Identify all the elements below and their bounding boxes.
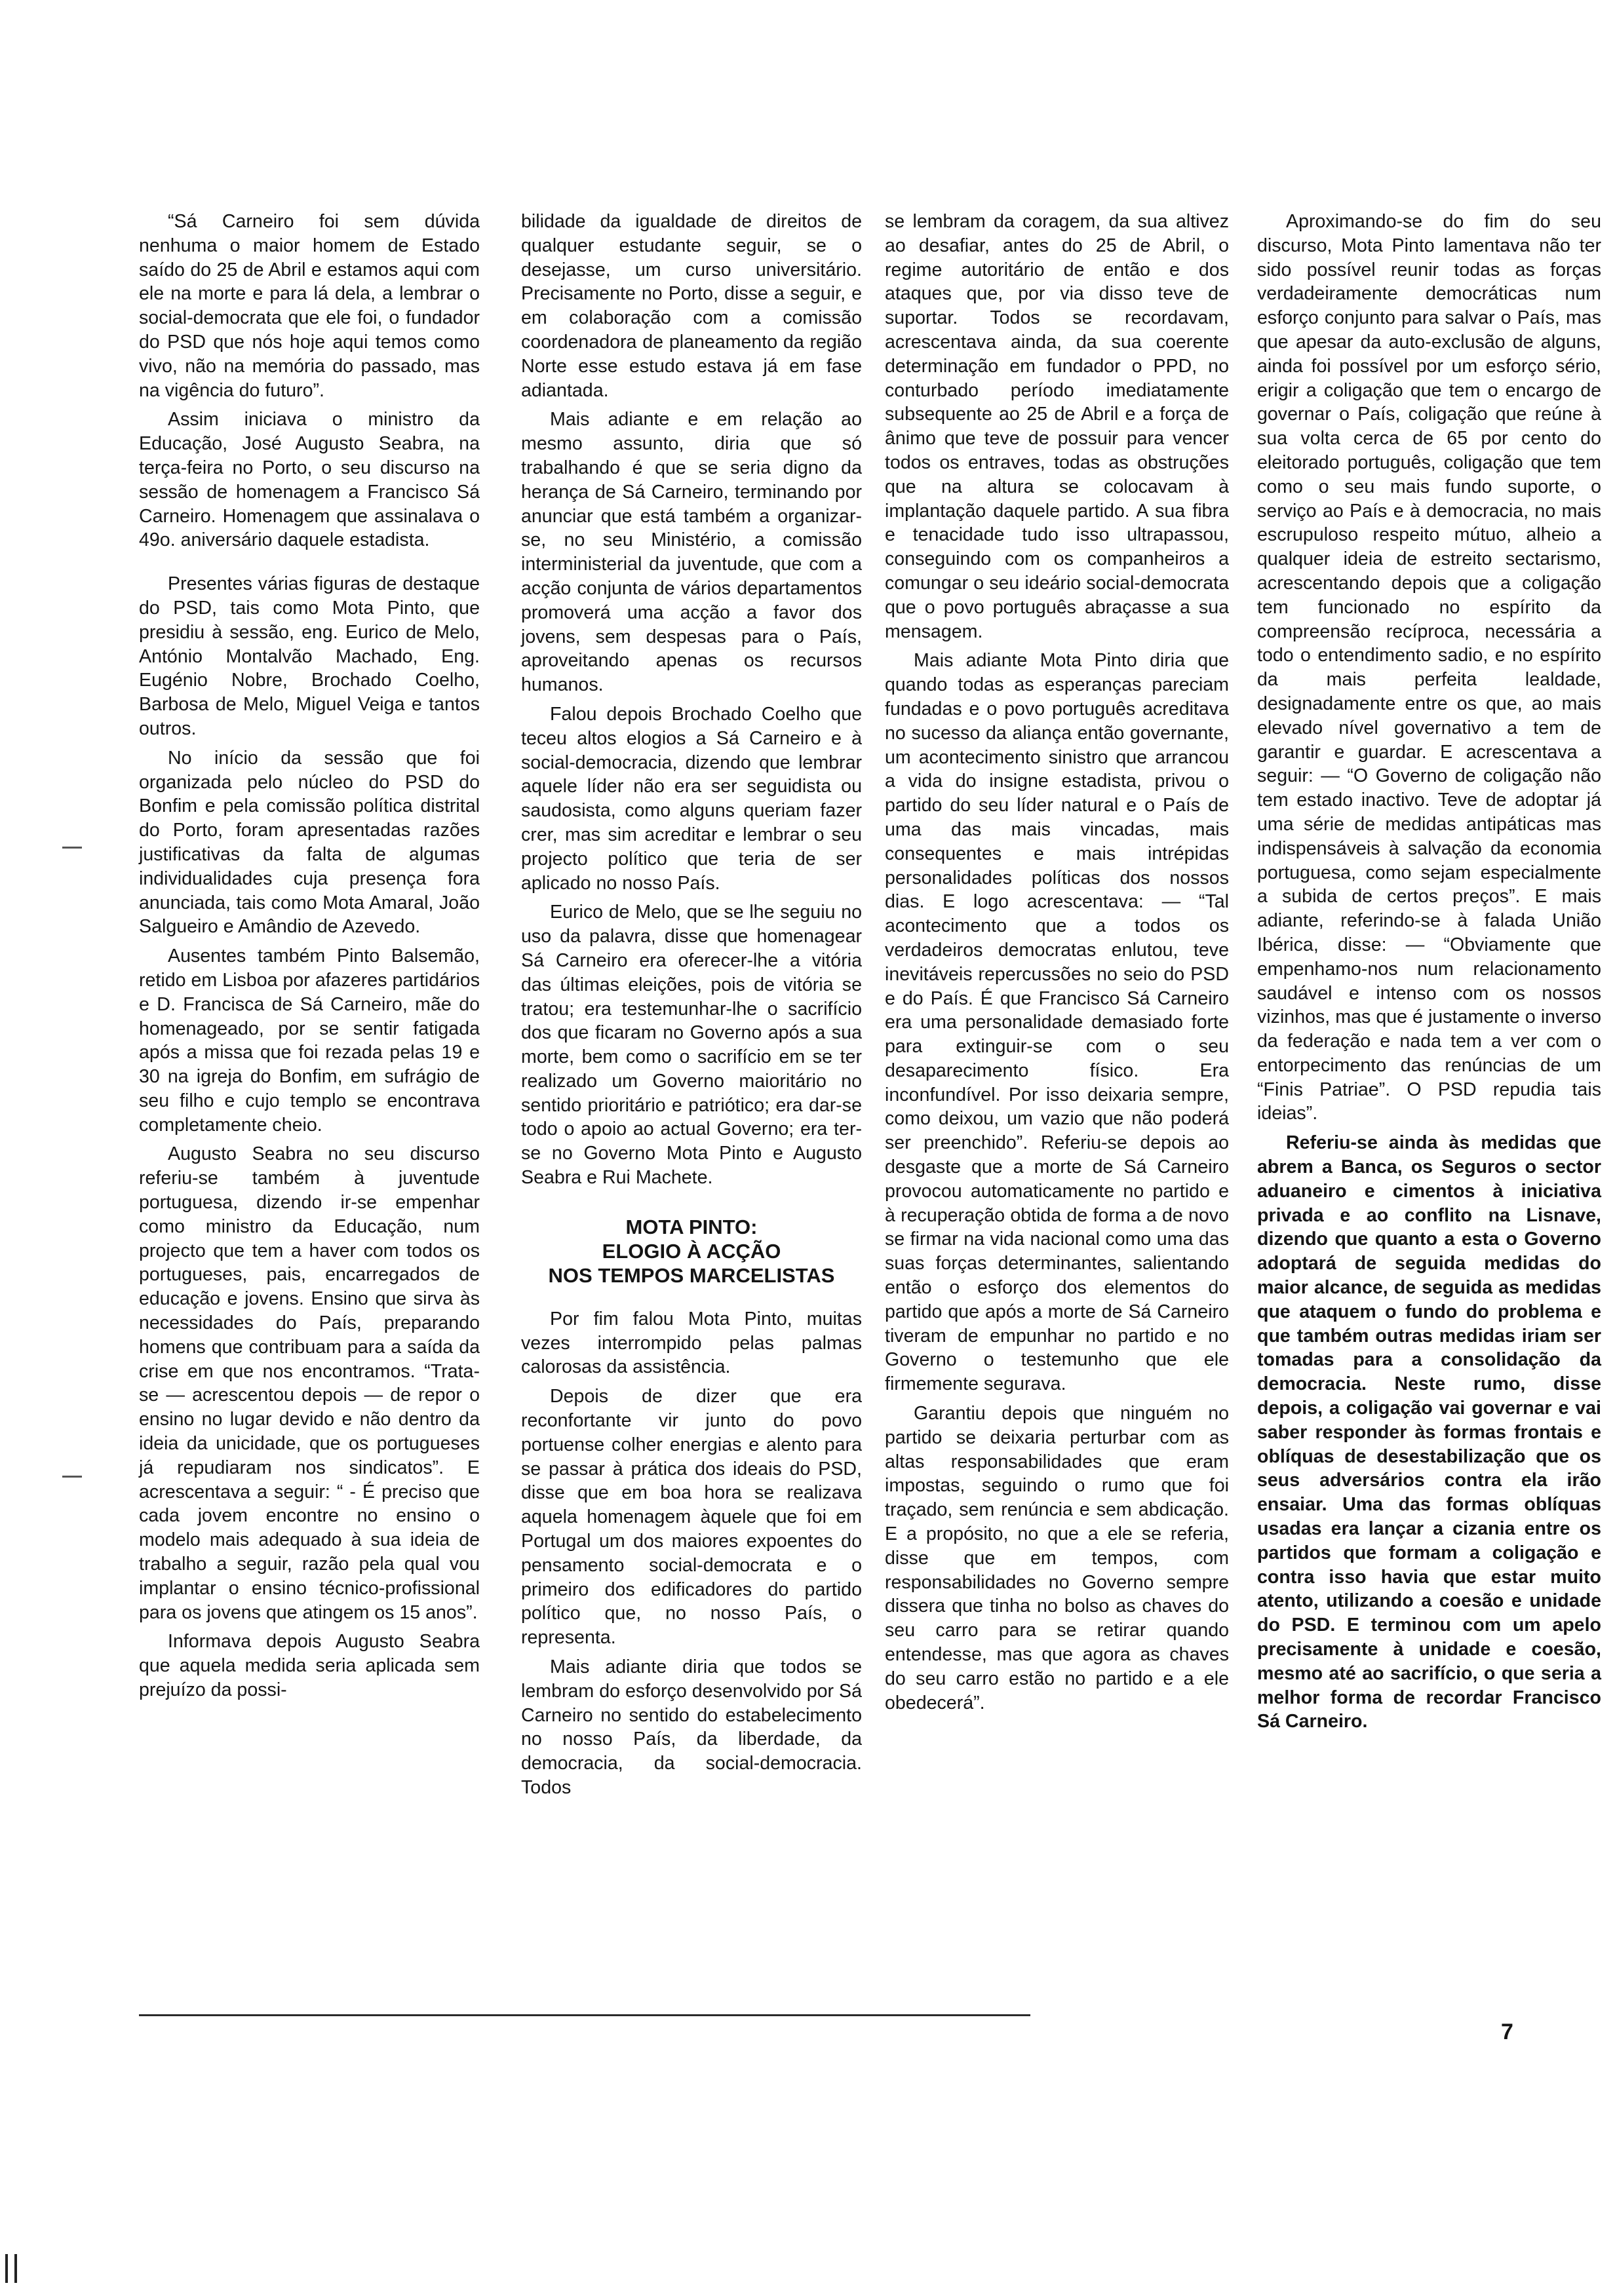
article-paragraph: Informava depois Augusto Seabra que aquela medida seria aplicada sem prejuízo da possi- [139,1631,480,1701]
article-paragraph: Ausentes também Pinto Balsemão, retido em Lisboa por afazeres partidários e D. Francisca de Sá Carneiro, mãe do homenageado, por se sentir fatigada após a missa que foi rezada pelas 19 e 30 na igreja do Bonfim, em sufrágio de seu filho e cujo templo se encontrava completamente cheio. [139,946,480,1136]
article-paragraph: No início da sessão que foi organizada pelo núcleo do PSD do Bonfim e pela comissão política distrital do Porto, foram apresentadas razões justificativas da falta de algumas individualidades cuja presença fora anunciada, tais como Mota Amaral, João Salgueiro e Amândio de Azevedo. [139,747,480,938]
article-paragraph: Por fim falou Mota Pinto, muitas vezes interrompido pelas palmas calorosas da assistência. [521,1308,862,1378]
article-paragraph: Falou depois Brochado Coelho que teceu altos elogios a Sá Carneiro e à social-democracia, dizendo que lembrar aquele líder não era ser seguidista ou saudosista, como alguns queriam fazer crer, mas sim acreditar e lembrar o seu projecto político que teria de ser aplicado no nosso País. [521,703,862,894]
binding-mark [5,2254,17,2283]
article-paragraph: bilidade da igualdade de direitos de qualquer estudante seguir, se o desejasse, um curso universitário. Precisamente no Porto, disse a seguir, e em colaboração com a comissão coordenadora de planeamento da região Norte esse estudo estava já em fase adiantada. [521,211,862,401]
margin-mark [62,847,82,849]
margin-mark [62,1476,82,1478]
article-paragraph: Assim iniciava o ministro da Educação, José Augusto Seabra, na terça-feira no Porto, o seu discurso na sessão de homenagem a Francisco Sá Carneiro. Homenagem que assinalava o 49o. aniversário daquele estadista. [139,409,480,551]
article-column-1 [139,210,480,1702]
article-paragraph: Referiu-se ainda às medidas que abrem a Banca, os Seguros o sector aduaneiro e cimentos à iniciativa privada e ao conflito na Lisnave, dizendo que quanto a esta o Governo adoptará de seguida medidas do maior alcance, de seguida as medidas que ataquem o fundo do problema e que também outras medidas iriam ser tomadas para a consolidação da democracia. Neste rumo, disse depois, a coligação vai governar e vai saber responder às formas frontais e oblíquas de desestabilização que os seus adversários contra ela irão ensaiar. Uma das formas oblíquas usadas era lançar a cizania entre os partidos que formam a coligação e contra isso havia que estar muito atento, utilizando a coesão e unidade do PSD. E terminou com um apelo precisamente à unidade e coesão, mesmo até ao sacrifício, o que seria a melhor forma de recordar Francisco Sá Carneiro. [1257,1132,1601,1732]
article-column-3 [885,210,1229,1715]
article-paragraph: se lembram da coragem, da sua altivez ao desafiar, antes do 25 de Abril, o regime autoritário de então e dos ataques que, por via disso teve de suportar. Todos se recordavam, acrescentava ainda, da sua coerente determinação em fundador o PPD, no conturbado período imediatamente subsequente ao 25 de Abril e a força de ânimo que teve de possuir para vencer todos os entraves, todas as obstruções que na altura se colocavam à implantação daquele partido. A sua fibra e tenacidade tudo isso ultrapassou, conseguindo com os companheiros a comungar o seu ideário social-democrata que o povo português abraçasse a sua mensagem. [885,211,1229,642]
article-paragraph: “Sá Carneiro foi sem dúvida nenhuma o maior homem de Estado saído do 25 de Abril e estamos aqui com ele na morte e para lá dela, a lembrar o social-democrata que ele foi, o fundador do PSD que nós hoje aqui temos como vivo, não na memória do passado, mas na vigência do futuro”. [139,211,480,401]
footer-rule [139,2014,1030,2016]
article-paragraph: Eurico de Melo, que se lhe seguiu no uso da palavra, disse que homenagear Sá Carneiro era oferecer-lhe a vitória das últimas eleições, pois de vitória se tratou; era testemunhar-lhe o sacrifício dos que ficaram no Governo após a sua morte, bem como o sacrifício em se ter realizado um Governo maioritário no sentido prioritário e patriótico; era dar-se todo o apoio ao actual Governo; era ter-se no Governo Mota Pinto e Augusto Seabra e Rui Machete. [521,902,862,1189]
headline-line: ELOGIO À ACÇÃO [602,1239,781,1263]
section-headline [521,1215,862,1288]
article-column-2 [521,210,862,1800]
article-paragraph: Aproximando-se do fim do seu discurso, Mota Pinto lamentava não ter sido possível reunir todas as forças verdadeiramente democráticas num esforço conjunto para salvar o País, mas que apesar da auto-exclusão de alguns, ainda foi possível por um esforço sério, erigir a coligação que tem o encargo de governar o País, coligação que reúne à sua volta cerca de 65 por cento do eleitorado português, coligação que tem como o seu mais fundo suporte, o serviço ao País e à democracia, no mais escrupuloso respeito mútuo, alheio a qualquer ideia de estreito sectarismo, acrescentando depois que a coligação tem funcionado no espírito da compreensão recíproca, necessária a todo o entendimento sadio, e no espírito da mais perfeita lealdade, designadamente entre os que, ao mais elevado nível governativo a tem de garantir e guardar. E acrescentava a seguir: — “O Governo de coligação não tem estado inactivo. Teve de adoptar já uma série de medidas antipáticas mas indispensáveis à salvação da economia portuguesa, como sejam especialmente a subida de certos preços”. E mais adiante, referindo-se à falada União Ibérica, disse: — “Obviamente que empenhamo-nos num relacionamento saudável e intenso com os nossos vizinhos, mas que é justamente o inverso da federação e nada tem a ver com o entorpecimento das renúncias de um “Finis Patriae”. O PSD repudia tais ideias”. [1257,211,1601,1124]
article-paragraph: Mais adiante diria que todos se lembram do esforço desenvolvido por Sá Carneiro no sentido do estabelecimento no nosso País, da liberdade, da democracia, da social-democracia. Todos [521,1656,862,1799]
headline-line: NOS TEMPOS MARCELISTAS [548,1263,835,1287]
article-column-4 [1257,210,1601,1734]
article-paragraph: Mais adiante e em relação ao mesmo assunto, diria que só trabalhando é que se seria digno da herança de Sá Carneiro, terminando por anunciar que está também a organizar-se, no seu Ministério, a comissão interministerial da juventude, que com a acção conjunta de vários departamentos promoverá uma acção a favor dos jovens, sem despesas para o País, aproveitando apenas os recursos humanos. [521,409,862,696]
headline-line: MOTA PINTO: [625,1215,758,1238]
article-paragraph: Garantiu depois que ninguém no partido se deixaria perturbar com as altas responsabilidades que eram impostas, seguindo o rumo que foi traçado, sem renúncia e sem abdicação. E a propósito, no que a ele se referia, disse que em tempos, com responsabilidades no Governo sempre dissera que tinha no bolso as chaves do seu carro para se retirar quando entendesse, mas que agora as chaves do seu carro estão no partido e a ele obedecerá”. [885,1403,1229,1713]
article-paragraph: Augusto Seabra no seu discurso referiu-se também à juventude portuguesa, dizendo ir-se empenhar como ministro da Educação, num projecto que tem a haver com todos os portugueses, pais, encarregados de educação e jovens. Ensino que sirva às necessidades do País, preparando homens que contribuam para a saída da crise em que nos encontramos. “Trata-se — acrescentou depois — de repor o ensino no lugar devido e não dentro da ideia da unicidade, que os portugueses já repudiaram nos sindicatos”. E acrescentava a seguir: “ - É preciso que cada jovem encontre no ensino o modelo mais adequado à sua ideia de trabalho a seguir, razão pela qual vou implantar o ensino técnico-profissional para os jovens que atingem os 15 anos”. [139,1143,480,1623]
article-paragraph: Depois de dizer que era reconfortante vir junto do povo portuense colher energias e alento para se passar à prática dos ideais do PSD, disse que em boa hora se realizava aquela homenagem àquele que foi em Portugal um dos maiores expoentes do pensamento social-democrata e o primeiro dos edificadores do partido político que, no nosso País, o representa. [521,1386,862,1649]
page-number: 7 [1501,2019,1513,2044]
article-paragraph: Mais adiante Mota Pinto diria que quando todas as esperanças pareciam fundadas e o povo português acreditava no sucesso da aliança então governante, um acontecimento sinistro que arrancou a vida do insigne estadista, privou o partido do seu líder natural e o País de uma das mais vincadas, mais consequentes e mais intrépidas personalidades políticas dos nossos dias. E logo acrescentava: — “Tal acontecimento que a todos os verdadeiros democratas enlutou, teve inevitáveis repercussões no seio do PSD e do País. É que Francisco Sá Carneiro era uma personalidade demasiado forte para extinguir-se com o seu desaparecimento físico. Era inconfundível. Por isso deixaria sempre, como deixou, um vazio que não poderá ser preenchido”. Referiu-se depois ao desgaste que a morte de Sá Carneiro provocou automaticamente no partido e à recuperação obtida de forma a de novo se firmar na vida nacional como uma das suas forças determinantes, salientando então o esforço dos elementos do partido que após a morte de Sá Carneiro tiveram de empunhar no partido e no Governo o testemunho que ele firmemente segurava. [885,650,1229,1395]
article-paragraph: Presentes várias figuras de destaque do PSD, tais como Mota Pinto, que presidiu à sessão, eng. Eurico de Melo, António Montalvão Machado, Eng. Eugénio Nobre, Brochado Coelho, Barbosa de Melo, Miguel Veiga e tantos outros. [139,573,480,739]
